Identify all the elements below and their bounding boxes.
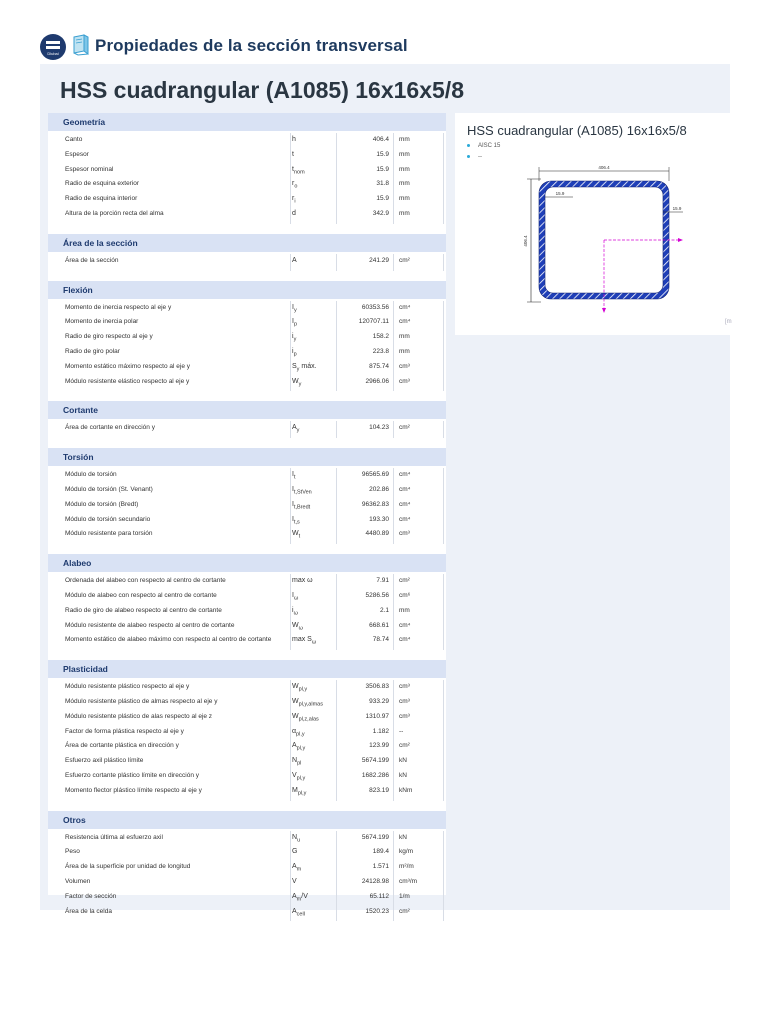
- table-row: [48, 301, 446, 316]
- row-label: Radio de giro respecto al eje y: [65, 333, 153, 341]
- column-divider: [290, 133, 291, 224]
- table-row: [48, 345, 446, 360]
- section-title: Área de la sección: [63, 237, 138, 248]
- row-value: 823.19: [369, 786, 389, 794]
- row-unit: kNm: [399, 786, 413, 794]
- row-unit: mm: [399, 195, 410, 203]
- column-divider: [443, 831, 444, 922]
- row-symbol: $I_p$: [292, 318, 298, 328]
- row-value: 1520.23: [365, 907, 389, 915]
- row-label: Factor de sección: [65, 892, 117, 900]
- figure-card: [455, 113, 730, 335]
- table-row: [48, 680, 446, 695]
- row-label: Momento de inercia respecto al eje y: [65, 303, 172, 311]
- row-unit: mm: [399, 150, 410, 158]
- section-title: Otros: [63, 814, 86, 825]
- column-divider: [393, 133, 394, 224]
- table-row: [48, 574, 446, 589]
- row-unit: kN: [399, 757, 407, 765]
- book-icon: [71, 34, 91, 56]
- row-value: 65.112: [369, 892, 389, 900]
- row-symbol: d: [292, 210, 296, 217]
- row-value: 4480.89: [365, 530, 389, 538]
- row-label: Altura de la porción recta del alma: [65, 210, 164, 217]
- row-unit: cm⁴: [399, 471, 411, 479]
- row-unit: cm²: [399, 424, 410, 432]
- row-label: Módulo de torsión (Bredt): [65, 500, 139, 508]
- row-unit: 1/m: [399, 892, 410, 900]
- column-divider: [336, 680, 337, 800]
- row-value: 5674.199: [361, 833, 389, 841]
- dim-height-text: 406.4: [523, 235, 528, 247]
- row-label: Área de la sección: [65, 256, 119, 264]
- row-symbol: h: [292, 136, 296, 143]
- section-header: [48, 234, 446, 252]
- row-label: Área de la superficie por unidad de longitud: [65, 863, 191, 871]
- table-row: [48, 604, 446, 619]
- row-unit: kN: [399, 772, 407, 779]
- table-row: [48, 633, 446, 648]
- row-unit: cm⁴: [399, 621, 411, 629]
- row-label: Área de cortante plástica en dirección y: [65, 742, 179, 750]
- section-header: [48, 113, 446, 131]
- row-symbol: t: [292, 150, 294, 158]
- table-row: [48, 831, 446, 846]
- row-value: 78.74: [372, 636, 389, 644]
- column-divider: [290, 254, 291, 271]
- top-bar: [0, 0, 768, 64]
- table-row: [48, 360, 446, 375]
- row-value: 668.61: [369, 621, 389, 629]
- row-value: 60353.56: [361, 303, 389, 311]
- dim-width-text: 406.4: [598, 165, 610, 170]
- table-row: [48, 177, 446, 192]
- row-unit: cm⁴: [399, 303, 411, 311]
- row-unit: cm³: [399, 530, 410, 538]
- table-row: [48, 769, 446, 784]
- column-divider: [393, 574, 394, 650]
- column-divider: [393, 254, 394, 271]
- column-divider: [290, 831, 291, 922]
- row-symbol: $i_\omega$: [292, 606, 298, 617]
- row-symbol: $M_{pl,y}$: [292, 786, 307, 797]
- row-symbol: $t_{nom}$: [292, 165, 305, 175]
- section-title: Geometría: [63, 117, 106, 127]
- row-value: 7.91: [376, 577, 389, 585]
- row-label: Momento estático máximo respecto al eje y: [65, 362, 190, 370]
- row-value: 104.23: [369, 424, 389, 432]
- column-divider: [393, 831, 394, 922]
- row-label: Momento flector plástico límite respecto al eje y: [65, 786, 202, 794]
- row-label: Módulo resistente de alabeo respecto al centro de cortante: [65, 621, 235, 629]
- row-value: 96565.69: [361, 471, 389, 479]
- row-value: 202.86: [369, 486, 389, 493]
- row-label: Módulo de torsión: [65, 471, 117, 479]
- row-symbol: $A_m/V$: [292, 892, 308, 903]
- table-row: [48, 890, 446, 905]
- row-symbol: $\max S_\omega$: [292, 636, 317, 646]
- row-symbol: $I_y$: [292, 303, 297, 313]
- row-label: Módulo de alabeo con respecto al centro de cortante: [65, 592, 217, 599]
- row-symbol: $N_u$: [292, 833, 301, 843]
- column-divider: [336, 831, 337, 922]
- row-value: 189.4: [372, 848, 389, 856]
- row-unit: mm: [399, 165, 410, 173]
- dlubal-logo[interactable]: [40, 34, 66, 60]
- row-label: Módulo de torsión (St. Venant): [65, 486, 153, 493]
- column-divider: [443, 680, 444, 800]
- figure-bullet-other: --: [467, 154, 482, 160]
- column-divider: [336, 421, 337, 438]
- row-value: 933.29: [369, 698, 389, 705]
- row-label: Módulo resistente plástico de alas respecto al eje z: [65, 712, 213, 720]
- side-mark: [m: [725, 319, 732, 325]
- row-value: 1.571: [372, 863, 389, 871]
- row-label: Área de cortante en dirección y: [65, 424, 155, 432]
- row-symbol: $i_y$: [292, 333, 297, 343]
- column-divider: [290, 680, 291, 800]
- row-label: Momento estático de alabeo máximo con respecto al centro de cortante: [65, 636, 272, 644]
- dimension-width: [539, 165, 669, 181]
- column-divider: [336, 133, 337, 224]
- row-unit: cm²: [399, 907, 410, 915]
- column-divider: [336, 574, 337, 650]
- row-unit: cm⁴: [399, 636, 411, 644]
- row-symbol: $I_{t,Bredt}$: [292, 500, 311, 511]
- row-symbol: $I_t$: [292, 471, 296, 481]
- row-unit: kg/m: [399, 848, 414, 856]
- row-value: 24128.98: [361, 878, 389, 885]
- section-drawing: [455, 113, 730, 335]
- table-row: [48, 589, 446, 604]
- column-divider: [290, 468, 291, 544]
- section-title: Plasticidad: [63, 664, 108, 675]
- row-value: 123.99: [369, 742, 389, 750]
- row-unit: cm²: [399, 577, 410, 585]
- column-divider: [393, 301, 394, 392]
- table-row: [48, 330, 446, 345]
- row-unit: mm: [399, 606, 410, 614]
- row-symbol: A: [292, 256, 297, 264]
- table-row: [48, 498, 446, 513]
- column-divider: [336, 254, 337, 271]
- column-divider: [443, 574, 444, 650]
- section-header: [48, 401, 446, 419]
- dimension-thickness-top: [545, 191, 573, 197]
- section-header: [48, 281, 446, 299]
- table-row: [48, 754, 446, 769]
- row-value: 875.74: [369, 362, 389, 370]
- row-label: Esfuerzo cortante plástico límite en dirección y: [65, 772, 200, 779]
- table-row: [48, 725, 446, 740]
- table-row: [48, 875, 446, 890]
- row-unit: cm³: [399, 377, 410, 385]
- table-row: [48, 845, 446, 860]
- row-label: Esfuerzo axil plástico límite: [65, 757, 144, 765]
- row-value: 193.30: [369, 515, 389, 523]
- table-row: [48, 468, 446, 483]
- row-value: 241.29: [369, 256, 389, 264]
- row-value: 120707.11: [358, 318, 389, 326]
- section-header: [48, 554, 446, 572]
- row-value: 31.8: [376, 180, 389, 188]
- table-row: [48, 710, 446, 725]
- row-symbol: $A_{cell}$: [292, 907, 305, 917]
- table-row: [48, 207, 446, 222]
- row-label: Área de la celda: [65, 907, 112, 915]
- row-unit: mm: [399, 333, 410, 341]
- row-symbol: $I_{t,StVen}$: [292, 486, 312, 496]
- row-unit: mm: [399, 348, 410, 355]
- row-symbol: $r_i$: [292, 195, 296, 205]
- column-divider: [290, 574, 291, 650]
- table-row: [48, 619, 446, 634]
- column-divider: [290, 421, 291, 438]
- row-label: Módulo resistente elástico respecto al eje y: [65, 377, 190, 385]
- column-divider: [443, 254, 444, 271]
- row-label: Factor de forma plástica respecto al eje y: [65, 727, 184, 735]
- row-unit: cm⁴: [399, 318, 411, 326]
- table-row: [48, 905, 446, 920]
- row-symbol: $W_\omega$: [292, 621, 303, 631]
- table-row: [48, 163, 446, 178]
- column-divider: [443, 421, 444, 438]
- table-row: [48, 513, 446, 528]
- row-unit: cm³: [399, 698, 410, 705]
- row-label: Canto: [65, 136, 83, 143]
- row-value: 1.182: [372, 727, 389, 735]
- column-divider: [393, 421, 394, 438]
- row-symbol: $W_t$: [292, 530, 301, 540]
- row-label: Resistencia última al esfuerzo axil: [65, 833, 163, 841]
- row-label: Módulo resistente para torsión: [65, 530, 153, 538]
- table-row: [48, 254, 446, 269]
- section-header: [48, 811, 446, 829]
- row-label: Momento de inercia polar: [65, 318, 139, 326]
- row-symbol: $N_{pl}$: [292, 757, 302, 767]
- table-row: [48, 421, 446, 436]
- row-label: Espesor: [65, 150, 89, 158]
- figure-bullet-standard: AISC 15: [467, 143, 500, 149]
- row-label: Espesor nominal: [65, 165, 114, 173]
- column-divider: [336, 468, 337, 544]
- row-unit: cm⁴: [399, 486, 411, 493]
- row-symbol: max ω: [292, 577, 313, 585]
- row-value: 15.9: [376, 150, 389, 158]
- centroid-axes: [602, 238, 683, 313]
- row-symbol: $S_y$ máx.: [292, 362, 317, 373]
- row-value: 406.4: [372, 136, 389, 143]
- properties-table: [48, 113, 446, 917]
- table-row: [48, 860, 446, 875]
- row-symbol: $A_y$: [292, 424, 300, 434]
- row-unit: mm: [399, 180, 410, 188]
- row-symbol: $W_{pl,z,alas}$: [292, 712, 319, 723]
- row-value: 158.2: [372, 333, 389, 341]
- section-title: Cortante: [63, 405, 98, 416]
- row-label: Volumen: [65, 878, 91, 885]
- dim-thk-top-text: 15.9: [555, 191, 565, 196]
- row-value: 223.8: [372, 348, 389, 355]
- app-title: Propiedades de la sección transversal: [95, 36, 408, 55]
- row-label: Ordenada del alabeo con respecto al centro de cortante: [65, 577, 226, 585]
- figure-title: HSS cuadrangular (A1085) 16x16x5/8: [467, 123, 687, 138]
- section-title: Flexión: [63, 284, 93, 295]
- row-symbol: $W_y$: [292, 377, 302, 387]
- row-symbol: $V_{pl,y}$: [292, 772, 306, 782]
- column-divider: [290, 301, 291, 392]
- dimension-height: [523, 179, 541, 302]
- row-label: Módulo resistente plástico de almas respecto al eje y: [65, 698, 218, 705]
- row-label: Radio de giro de alabeo respecto al centro de cortante: [65, 606, 222, 614]
- row-label: Módulo resistente plástico respecto al eje y: [65, 683, 190, 691]
- column-divider: [393, 468, 394, 544]
- row-symbol: $I_{t,s}$: [292, 515, 300, 525]
- table-row: [48, 375, 446, 390]
- row-value: 5674.199: [361, 757, 389, 765]
- row-label: Módulo de torsión secundario: [65, 515, 151, 523]
- row-symbol: $I_\omega$: [292, 592, 299, 602]
- table-row: [48, 192, 446, 207]
- logo-text: Dlubal: [47, 51, 59, 56]
- row-unit: cm³: [399, 712, 410, 720]
- table-row: [48, 695, 446, 710]
- row-unit: cm⁶: [399, 592, 411, 599]
- row-value: 2966.06: [365, 377, 389, 385]
- row-symbol: $i_p$: [292, 348, 297, 358]
- page-title: HSS cuadrangular (A1085) 16x16x5/8: [60, 77, 464, 103]
- section-title: Alabeo: [63, 558, 92, 569]
- row-value: 3506.83: [365, 683, 389, 691]
- row-unit: cm³: [399, 362, 410, 370]
- row-label: Radio de esquina interior: [65, 195, 138, 203]
- row-label: Peso: [65, 848, 80, 856]
- table-row: [48, 483, 446, 498]
- row-symbol: $\alpha_{pl,y}$: [292, 727, 305, 737]
- row-value: 5286.56: [365, 592, 389, 599]
- row-symbol: $r_o$: [292, 180, 298, 190]
- dim-thk-right-text: 15.9: [672, 206, 682, 211]
- row-unit: cm³/m: [399, 878, 418, 885]
- table-row: [48, 133, 446, 148]
- row-label: Radio de esquina exterior: [65, 180, 140, 188]
- row-value: 96362.83: [361, 500, 389, 508]
- section-header: [48, 660, 446, 678]
- table-row: [48, 148, 446, 163]
- row-symbol: $A_{pl,y}$: [292, 742, 306, 752]
- row-value: 1682.286: [361, 772, 389, 779]
- row-symbol: V: [292, 878, 297, 885]
- row-value: 15.9: [376, 195, 389, 203]
- row-symbol: G: [292, 848, 298, 856]
- column-divider: [336, 301, 337, 392]
- table-row: [48, 315, 446, 330]
- row-value: 1310.97: [365, 712, 389, 720]
- section-header: [48, 448, 446, 466]
- table-row: [48, 739, 446, 754]
- row-unit: cm⁴: [399, 500, 411, 508]
- row-unit: mm: [399, 210, 410, 217]
- row-unit: cm³: [399, 683, 410, 691]
- row-symbol: $W_{pl,y,almas}$: [292, 698, 323, 708]
- row-unit: cm²: [399, 256, 410, 264]
- column-divider: [443, 133, 444, 224]
- row-unit: kN: [399, 833, 407, 841]
- column-divider: [393, 680, 394, 800]
- table-row: [48, 784, 446, 799]
- row-label: Radio de giro polar: [65, 348, 120, 355]
- row-unit: m²/m: [399, 863, 414, 871]
- row-value: 342.9: [372, 210, 389, 217]
- section-title: Torsión: [63, 452, 94, 463]
- row-unit: mm: [399, 136, 410, 143]
- row-value: 2.1: [379, 606, 389, 614]
- column-divider: [443, 301, 444, 392]
- column-divider: [443, 468, 444, 544]
- row-unit: cm²: [399, 742, 410, 750]
- row-unit: cm⁴: [399, 515, 411, 523]
- row-value: 15.9: [376, 165, 389, 173]
- row-symbol: $A_m$: [292, 863, 302, 873]
- table-row: [48, 527, 446, 542]
- row-unit: --: [399, 727, 404, 735]
- row-symbol: $W_{pl,y}$: [292, 683, 308, 693]
